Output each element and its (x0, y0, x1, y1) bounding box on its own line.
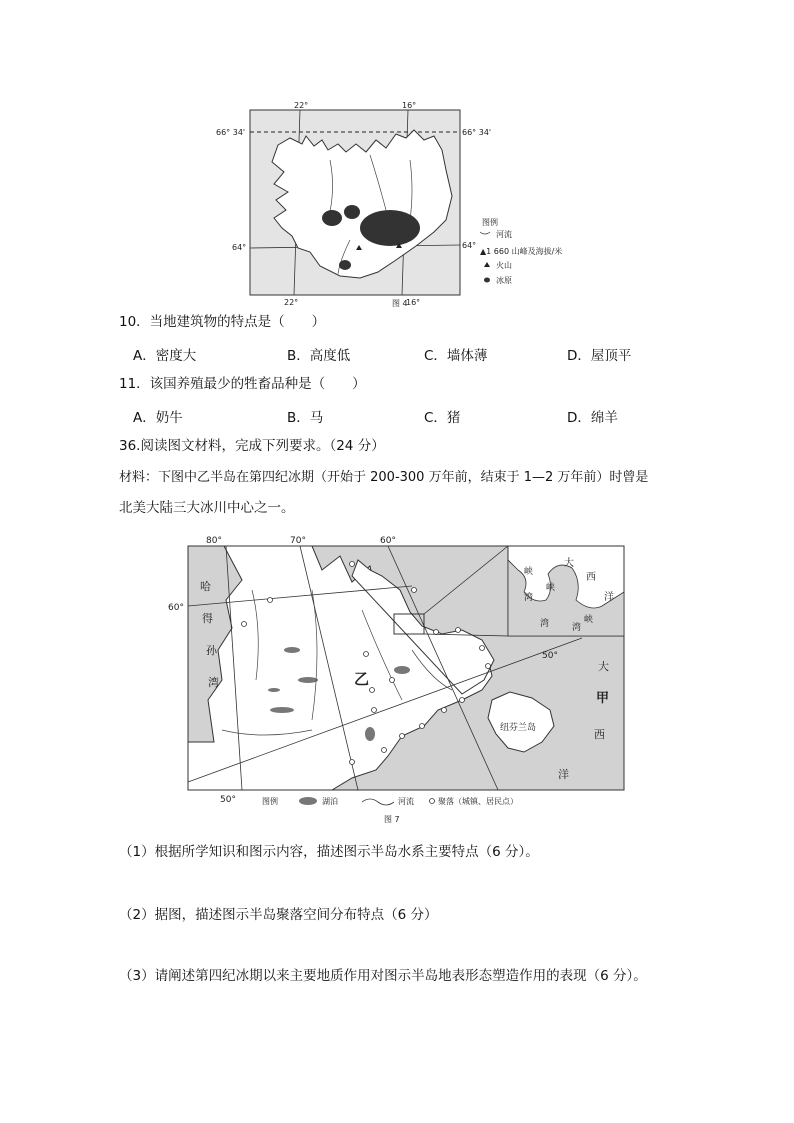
map2-legend (262, 796, 518, 806)
labrador-map (162, 530, 632, 830)
q10-option-d[interactable]: D．屋顶平 (567, 348, 632, 364)
q36-material-line1: 材料：下图中乙半岛在第四纪冰期（开始于 200-300 万年前，结束于 1—2 万年前）时曾是 (119, 470, 649, 485)
hudson-char-3: 孙 (206, 644, 217, 657)
q36-stem: 36.阅读图文材料，完成下列要求。（24 分） (119, 438, 385, 454)
lat-60: 60° (168, 603, 184, 613)
map1-caption: 图 4 (392, 299, 408, 308)
map2-legend-river: 河流 (398, 797, 414, 806)
q11-option-a[interactable]: A．奶牛 (133, 410, 183, 426)
legend-volcano: 火山 (496, 261, 512, 270)
inset-xia3: 峡 (584, 615, 594, 625)
inset-wan2: 湾 (540, 619, 550, 629)
legend-river: 河流 (496, 230, 512, 239)
map1-legend (480, 217, 562, 285)
hudson-char-4: 湾 (208, 676, 219, 689)
q11-option-c[interactable]: C．猪 (424, 410, 461, 426)
glacier-small-3 (339, 260, 351, 270)
lat-64-right: 64° (462, 241, 477, 250)
legend-peak: ▲1 660 山峰及海拔/米 (480, 247, 563, 256)
q36-sub3: （3）请阐述第四纪冰期以来主要地质作用对图示半岛地表形态塑造作用的表现（6 分）。 (119, 968, 647, 984)
lon-60: 60° (380, 536, 396, 546)
glacier-small-1 (322, 210, 342, 226)
inset-wan3: 湾 (572, 623, 582, 633)
inset-yang: 洋 (604, 592, 614, 603)
q11-stem: 11．该国养殖最少的牲畜品种是（ ） (119, 376, 366, 392)
iceland-map (210, 100, 600, 310)
atlantic-char-yang: 洋 (558, 768, 569, 781)
q10-option-c[interactable]: C．墙体薄 (424, 348, 488, 364)
lon-70: 70° (290, 536, 306, 546)
q36-material-line2: 北美大陆三大冰川中心之一。 (119, 500, 295, 516)
inset-xi: 西 (586, 572, 596, 583)
q10-option-a[interactable]: A．密度大 (133, 348, 197, 364)
atlantic-char-da: 大 (598, 660, 609, 673)
lon-bottom-16: 16° (406, 298, 421, 307)
atlantic-char-jia: 甲 (596, 691, 610, 706)
q11-option-d[interactable]: D．绵羊 (567, 410, 618, 426)
lon-top-22: 22° (294, 101, 309, 110)
legend-title: 图例 (482, 218, 498, 227)
lat-64-left: 64° (232, 243, 247, 252)
newfoundland-label: 纽芬兰岛 (500, 723, 537, 733)
lon-80: 80° (206, 536, 222, 546)
map2-legend-title: 图例 (262, 797, 278, 806)
q36-sub1: （1）根据所学知识和图示内容，描述图示半岛水系主要特点（6 分）。 (119, 844, 539, 860)
atlantic-char-xi: 西 (594, 728, 605, 741)
hudson-char-2: 得 (202, 612, 213, 625)
lon-bottom-22: 22° (284, 298, 299, 307)
lat-arctic-right: 66° 34' (462, 128, 492, 137)
inset-xia2: 峡 (546, 583, 556, 593)
q10-option-b[interactable]: B．高度低 (287, 348, 351, 364)
q10-stem: 10．当地建筑物的特点是（ ） (119, 314, 326, 330)
legend-glacier: 冰原 (496, 276, 512, 285)
inset-xia1: 峡 (524, 567, 534, 577)
inset-da: 大 (564, 558, 574, 569)
lat-arctic-left: 66° 34' (216, 128, 246, 137)
q36-sub2: （2）据图，描述图示半岛聚落空间分布特点（6 分） (119, 907, 438, 923)
glacier-large (360, 210, 420, 246)
q11-option-b[interactable]: B．马 (287, 410, 324, 426)
map2-legend-settlement: 聚落（城镇、居民点） (438, 797, 518, 806)
lat-50-bottom: 50° (220, 795, 236, 805)
inset-wan1: 湾 (524, 593, 534, 603)
hudson-char-1: 哈 (200, 580, 211, 593)
lon-top-16: 16° (402, 101, 417, 110)
peninsula-label: 乙 (354, 670, 370, 688)
map2-legend-lake: 湖泊 (322, 797, 338, 806)
map2-caption: 图 7 (384, 815, 400, 824)
glacier-small-2 (344, 205, 360, 219)
lat-50-inner: 50° (542, 651, 558, 661)
